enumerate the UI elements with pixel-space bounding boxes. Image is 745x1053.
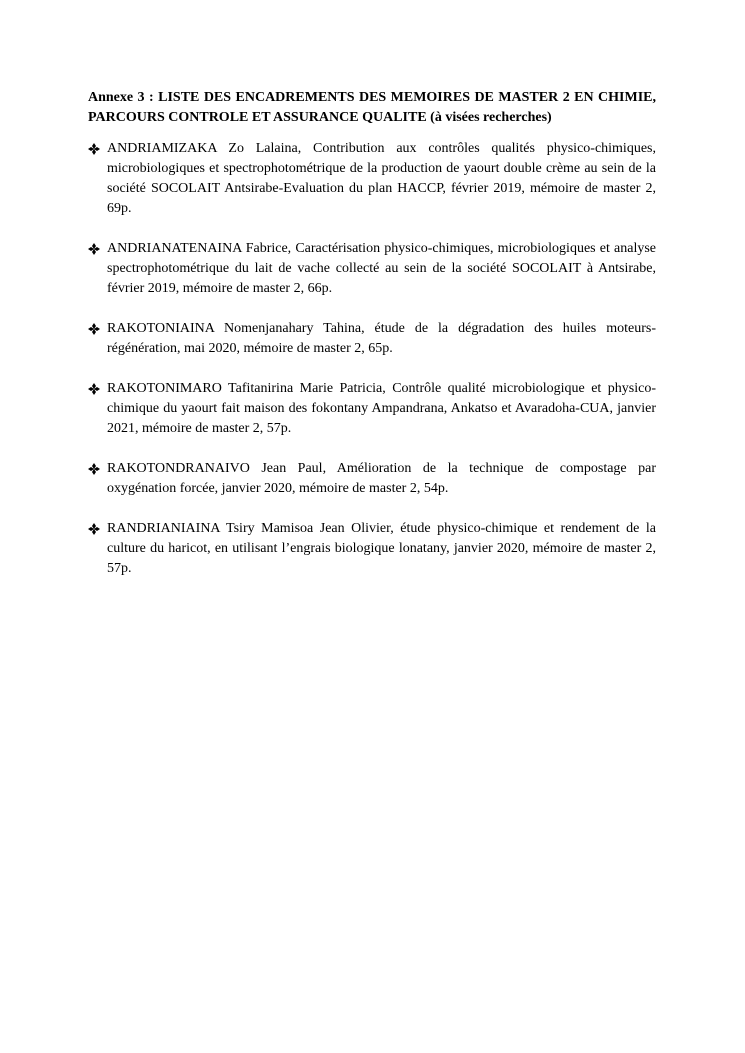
diamond-bullet-icon — [88, 523, 100, 535]
annex-heading: Annexe 3 : LISTE DES ENCADREMENTS DES MEMOIRES DE MASTER 2 EN CHIMIE, PARCOURS CONTROLE ET ASSURANCE QUALITE (à visées recherches) — [88, 90, 656, 125]
diamond-bullet-icon — [88, 323, 100, 335]
list-item — [88, 459, 656, 499]
list-item — [88, 519, 656, 579]
diamond-bullet-icon — [88, 143, 100, 155]
document-page — [88, 88, 656, 599]
list-item — [88, 239, 656, 299]
list-item-text: RAKOTONDRANAIVO Jean Paul, Amélioration de la technique de compostage par oxygénation forcée, janvier 2020, mémoire de master 2, 54p. — [107, 461, 656, 496]
diamond-bullet-icon — [88, 463, 100, 475]
list-item-text: ANDRIAMIZAKA Zo Lalaina, Contribution aux contrôles qualités physico-chimiques, microbiologiques et spectrophotométrique de la production de yaourt double crème au sein de la société SOCOLAIT Antsirabe-Evaluation du plan HACCP, février 2019, mémoire de master 2, 69p. — [107, 141, 656, 216]
list-item — [88, 139, 656, 219]
diamond-bullet-icon — [88, 383, 100, 395]
list-item-text: ANDRIANATENAINA Fabrice, Caractérisation physico-chimiques, microbiologiques et analyse spectrophotométrique du lait de vache collecté au sein de la société SOCOLAIT à Antsirabe, février 2019, mémoire de master 2, 66p. — [107, 241, 656, 296]
diamond-bullet-icon — [88, 243, 100, 255]
list-item — [88, 379, 656, 439]
list-item-text: RAKOTONIAINA Nomenjanahary Tahina, étude de la dégradation des huiles moteurs-régénération, mai 2020, mémoire de master 2, 65p. — [107, 321, 656, 356]
list-item-text: RANDRIANIAINA Tsiry Mamisoa Jean Olivier, étude physico-chimique et rendement de la culture du haricot, en utilisant l’engrais biologique lonatany, janvier 2020, mémoire de master 2, 57p. — [107, 521, 656, 576]
list-item — [88, 319, 656, 359]
list-item-text: RAKOTONIMARO Tafitanirina Marie Patricia, Contrôle qualité microbiologique et physico-chimique du yaourt fait maison des fokontany Ampandrana, Ankatso et Avaradoha-CUA, janvier 2021, mémoire de master 2, 57p. — [107, 381, 656, 436]
